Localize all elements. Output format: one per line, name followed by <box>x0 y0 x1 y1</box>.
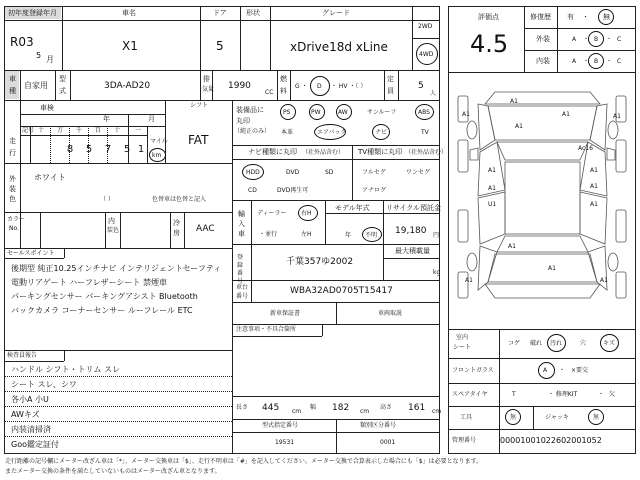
ac-label1: 冷 <box>173 219 180 227</box>
car-name: X1 <box>122 39 138 53</box>
color-label3: 色 <box>9 195 16 203</box>
seat-kizu: キズ <box>603 340 615 347</box>
color-value: ホワイト <box>34 173 66 182</box>
color-no: No. <box>9 225 19 232</box>
management-number: 00001001022602001052 <box>500 436 602 445</box>
tv-title-note: （社外品含む） <box>405 149 448 156</box>
capacity-label1: 定 <box>387 75 394 83</box>
diagram-label: A1 <box>590 183 598 190</box>
diagram-label: A1 <box>465 277 473 284</box>
footer-note-1: 走行距離の記号欄にメーター改ざん車は「*」、メーター交換車は「$」、走行不明車は「#」を記入してください。メーター交換で合算表示した場合にも「$」は必要となります。 <box>5 458 483 465</box>
mile-unit: マイル <box>150 138 168 145</box>
car-kind-label1: 車 <box>9 75 16 83</box>
spare-t: T <box>512 391 516 398</box>
odometer-digit: 8 <box>66 144 74 155</box>
import-dealer: ディーラー <box>257 210 287 217</box>
int-color-label2: 装色 <box>107 227 120 234</box>
navi-dvd: DVD <box>286 169 300 176</box>
tv-analog: アナログ <box>362 187 387 194</box>
new-car-warranty: 新車保証書 <box>270 310 301 317</box>
class-no-label: 類別区分番号 <box>360 422 397 429</box>
seat-yogore: 汚れ <box>550 340 563 347</box>
km-unit: km <box>152 152 162 159</box>
disp-label1: 排 <box>203 75 210 83</box>
score-value: 4.5 <box>470 30 509 58</box>
capacity: 5 <box>418 81 424 91</box>
sales-line: 後期型 純正10.25インチナビ インテリジェントセーフティ <box>11 264 222 273</box>
interior-seat-label1: 室内 <box>456 334 469 341</box>
sales-line: バックカメラ コーナーセンサー ルーフレール ETC <box>11 306 193 315</box>
displacement: 1990 <box>228 81 251 91</box>
color-label1: 外 <box>9 175 16 183</box>
door-label: ドア <box>213 9 227 17</box>
chassis-number: WBA32AD0705T15417 <box>290 286 393 296</box>
place-man: 万 <box>57 127 64 134</box>
import-label2: 入 <box>238 220 245 228</box>
repair-no: 無 <box>603 13 610 21</box>
jack-none: 無 <box>593 414 600 421</box>
seat-koge: コゲ <box>508 340 521 347</box>
diagram-label: A1 <box>510 98 518 105</box>
int-sep2: ・ <box>606 58 613 65</box>
odometer-digit: 1 <box>137 144 145 155</box>
inspector-title: 検査員報告 <box>7 352 38 359</box>
shift-label: シフト <box>190 102 209 109</box>
ac-value: AAC <box>196 224 215 234</box>
import-label3: 車 <box>238 230 245 238</box>
width-value: 182 <box>332 403 350 413</box>
seat-ana: 穴 <box>580 340 587 347</box>
equip-title1: 装備品に <box>236 106 264 114</box>
diagram-label: A1 <box>488 185 496 192</box>
int-a: A <box>572 58 577 65</box>
max-load-label: 最大積載量 <box>395 247 430 255</box>
color-paren: （ ） <box>100 196 114 203</box>
length-value: 445 <box>262 403 280 413</box>
sales-line: パーキングセンサー パーキングアシスト Bluetooth <box>11 292 198 301</box>
height-label: 高さ <box>380 404 393 411</box>
ext-sep1: ・ <box>583 36 590 43</box>
reg-label: 登録番号 <box>237 254 244 285</box>
spare-none: 欠 <box>609 391 616 398</box>
inspection-label: 車検 <box>40 104 54 112</box>
record-label: 記号 <box>22 127 35 134</box>
inspector-line: ハンドル シフト・トリム スレ <box>11 365 121 374</box>
capacity-unit: 人 <box>430 90 437 97</box>
exterior-label: 外装 <box>536 35 550 43</box>
run-label1: 走 <box>9 137 16 145</box>
length-label: 長さ <box>236 404 249 411</box>
interior-label: 内装 <box>536 57 550 65</box>
recycle-fee: 19,180 <box>395 226 427 236</box>
equip-airbag: エアバック <box>317 129 347 136</box>
capacity-label2: 員 <box>387 87 394 95</box>
footer-note-2: またメーター交換の条件を満たしていないものはメーター改ざん車となります。 <box>5 468 221 475</box>
equip-tv: TV <box>421 129 429 136</box>
month-unit: 月 <box>46 55 54 64</box>
jack-label: ジャッキ <box>545 414 569 421</box>
place-sen: 千 <box>76 127 83 134</box>
diagram-label: A1 <box>508 243 516 250</box>
diagram-label: A1 <box>613 113 621 120</box>
height-value: 161 <box>408 403 426 413</box>
vehicle-manual: 車両取説 <box>378 310 403 317</box>
model-year-unit: 年 <box>345 232 352 239</box>
notes-label: 注意事項・不具合箇所 <box>236 326 297 333</box>
diagram-label: A1 <box>590 201 598 208</box>
import-label1: 輸 <box>238 210 245 218</box>
navi-sd: SD <box>325 169 334 176</box>
import-parallel: ・並行 <box>259 231 278 238</box>
int-c: C <box>617 58 622 65</box>
equip-navi: ナビ <box>375 129 388 136</box>
chassis-label2: 番号 <box>236 293 249 300</box>
type-no-label: 型式指定番号 <box>262 422 299 429</box>
run-label2: 行 <box>9 149 16 157</box>
score-label: 評価点 <box>478 13 499 21</box>
length-unit: cm <box>292 408 302 415</box>
place-ichi: 一 <box>135 127 142 134</box>
ext-sep2: ・ <box>606 36 613 43</box>
int-color-label1: 内 <box>108 217 115 225</box>
ext-c: C <box>617 36 622 43</box>
tv-title: TV種類に丸印 <box>358 148 403 156</box>
equip-leather: 本革 <box>281 129 294 136</box>
repair-sep: ・ <box>582 13 589 21</box>
shape-label: 形状 <box>246 9 260 17</box>
spare-sep: ・ <box>598 391 605 398</box>
tv-fullseg: フルセグ <box>362 169 386 176</box>
sales-title: セールスポイント <box>7 250 55 257</box>
tools-label: 工具 <box>460 414 473 421</box>
class-no: 0001 <box>380 439 396 446</box>
glass-a: A <box>543 367 548 374</box>
model-code: 3DA-AD20 <box>104 81 151 91</box>
diagram-label: A1 <box>548 265 556 272</box>
spare-kit: ・ 修理KIT <box>548 391 578 398</box>
interior-seat-label2: シート <box>453 344 472 351</box>
inspector-line: AWキズ <box>11 410 40 419</box>
navi-dvd-play: DVD再生可 <box>277 187 309 194</box>
ext-b: B <box>594 36 599 43</box>
place-10man: 十 <box>38 127 45 134</box>
spare-label: スペアタイヤ <box>452 391 488 398</box>
width-label: 幅 <box>310 404 317 411</box>
diagram-label: U1 <box>488 201 497 208</box>
type-no: 19531 <box>275 439 295 446</box>
inspector-line: シート スレ、シワ <box>11 380 77 389</box>
color-note: 色替車は色替と記入 <box>152 196 207 203</box>
usage: 自家用 <box>24 81 48 90</box>
fuel-rest: ・ HV ・（ ） <box>331 83 367 90</box>
ac-label2: 房 <box>173 229 180 237</box>
model-year-unknown: 不明 <box>365 232 378 239</box>
diagram-label: A1 <box>488 167 496 174</box>
inspector-line: 各小A 小U <box>11 395 49 404</box>
seat-yabure: 破れ <box>530 340 543 347</box>
place-juu: 十 <box>114 127 121 134</box>
model-label1: 型 <box>59 75 66 83</box>
reg-value: 千葉357ゆ2002 <box>286 257 354 267</box>
shift-value: FAT <box>188 133 209 147</box>
sales-line: 電動リアゲート ハーフレザーシート 禁煙車 <box>11 278 167 287</box>
car-kind-label2: 種 <box>9 87 16 95</box>
grade-label: グレード <box>322 9 350 17</box>
tv-oneseg: ワンセグ <box>406 169 431 176</box>
odometer-digit: 5 <box>123 144 131 155</box>
model-year-label: モデル年式 <box>335 204 370 212</box>
recycle-label: リサイクル預託金 <box>386 204 442 212</box>
inspector-line: 内装清掃済 <box>11 425 51 434</box>
fuel-d: D <box>317 83 322 90</box>
navi-hdd: HDD <box>246 169 260 176</box>
repair-label: 修復歴 <box>530 13 551 21</box>
chassis-label1: 車台 <box>236 284 249 291</box>
recycle-yen: 円 <box>433 232 440 239</box>
color-no-label: カラー <box>7 216 26 223</box>
drive-4wd: 4WD <box>419 51 434 58</box>
cc-unit: CC <box>265 89 274 96</box>
fuel-label2: 料 <box>280 87 287 95</box>
diagram-label: A1 <box>600 277 608 284</box>
diagram-label: A1 <box>590 167 598 174</box>
import-right: 右H <box>301 210 312 217</box>
import-left: 左H <box>301 231 312 238</box>
navi-title-note: （社外品含む） <box>302 149 345 156</box>
kg-unit: kg <box>433 269 441 276</box>
equip-abs: ABS <box>418 109 430 116</box>
color-label2: 装 <box>9 185 16 193</box>
diagram-label: A1 <box>562 111 570 118</box>
equip-ps: PS <box>283 109 291 116</box>
tools-none: 無 <box>510 414 517 421</box>
first-reg-label: 初年度登録年月 <box>8 9 57 17</box>
fuel-options: G ・ <box>295 83 308 90</box>
height-unit: cm <box>432 408 442 415</box>
fuel-label1: 燃 <box>280 75 287 83</box>
first-reg-year: R03 <box>10 35 34 49</box>
glass-replace: ×要交 <box>571 367 589 374</box>
ext-a: A <box>572 36 577 43</box>
drive-2wd: 2WD <box>418 23 433 30</box>
width-unit: cm <box>360 408 370 415</box>
equip-sunroof: サンルーフ <box>367 109 397 116</box>
navi-cd: CD <box>248 187 257 194</box>
odometer-digit: 5 <box>85 144 93 155</box>
glass-sep: ・ <box>559 367 566 374</box>
int-sep1: ・ <box>583 58 590 65</box>
model-label2: 式 <box>59 87 66 95</box>
diagram-label: A1 <box>462 111 470 118</box>
insp-month-unit: 月 <box>148 115 155 123</box>
equip-title2: 丸印 <box>236 117 250 125</box>
equip-aw: AW <box>338 109 348 116</box>
int-b: B <box>594 58 599 65</box>
insp-year-unit: 年 <box>103 115 110 123</box>
equip-pw: PW <box>311 109 321 116</box>
repair-yes: 有 <box>567 13 574 21</box>
disp-label2: 気量 <box>202 86 215 93</box>
car-name-label: 車名 <box>122 9 136 17</box>
odometer-digit: 7 <box>104 144 112 155</box>
grade-value: xDrive18d xLine <box>290 40 388 54</box>
navi-title: ナビ種類に丸印 <box>248 148 297 156</box>
front-glass-label: フロントガラス <box>452 367 494 374</box>
diagram-label: A1 <box>515 123 523 130</box>
inspector-line: Goo鑑定証付 <box>11 440 59 449</box>
first-reg-month: 5 <box>36 51 42 60</box>
place-hyaku: 百 <box>95 127 102 134</box>
door-count: 5 <box>216 39 224 53</box>
management-label: 管理番号 <box>452 437 477 444</box>
equip-title3: （純正のみ） <box>234 128 271 135</box>
diagram-ac-label: Ac16 <box>578 145 593 152</box>
